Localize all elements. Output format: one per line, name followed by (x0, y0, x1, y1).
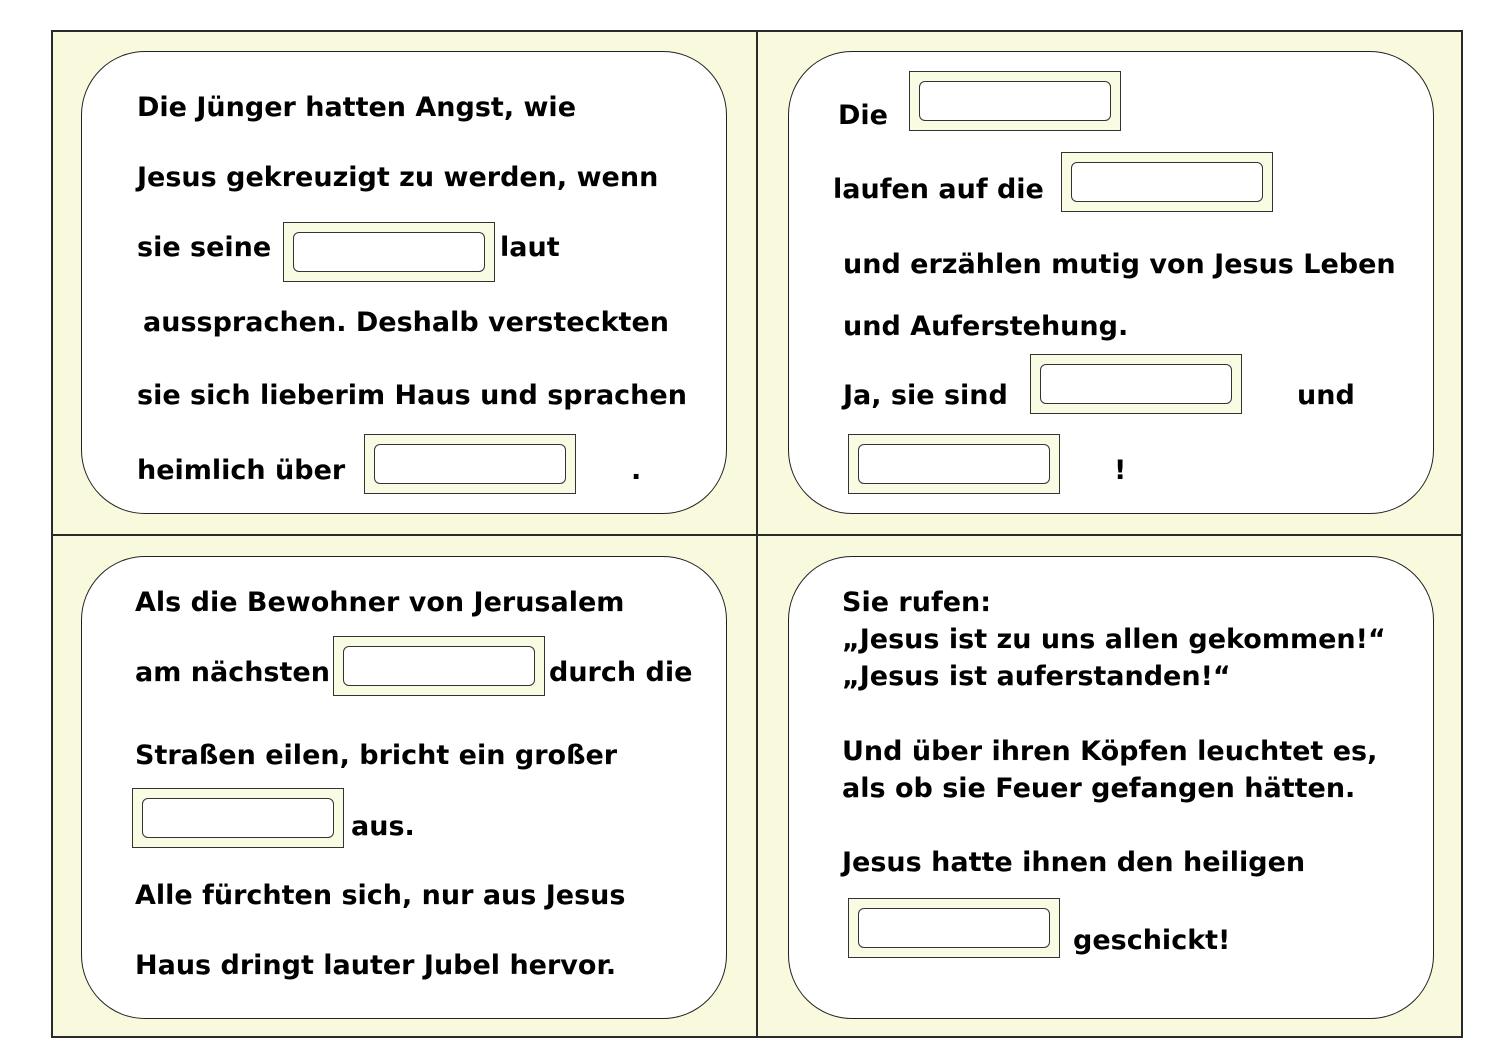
card2-blank-3[interactable] (1030, 354, 1242, 414)
card3-line1: Als die Bewohner von Jerusalem (135, 587, 625, 618)
card3-line6: Haus dringt lauter Jubel hervor. (135, 950, 617, 981)
card1-line6-before: heimlich über (137, 455, 346, 486)
card3-line3: Straßen eilen, bricht ein großer (135, 740, 618, 771)
card4-line7-after: geschickt! (1073, 925, 1231, 956)
card3-line5: Alle fürchten sich, nur aus Jesus (135, 880, 626, 911)
card3-line2-after: durch die (549, 657, 693, 688)
card1-blank-1[interactable] (283, 222, 495, 282)
card1-line3-before: sie seine (137, 232, 272, 263)
card4-blank-1[interactable] (848, 898, 1060, 958)
card2-line1: Die (838, 100, 888, 131)
card2-line5-before: Ja, sie sind (843, 380, 1008, 411)
card2-blank-2[interactable] (1061, 152, 1273, 212)
card3-line4-after: aus. (351, 811, 415, 842)
card3-blank-1[interactable] (333, 636, 545, 696)
card4-line1: Sie rufen: (842, 587, 992, 618)
card3-line2-before: am nächsten (135, 657, 330, 688)
card1-line4: aussprachen. Deshalb versteckten (143, 307, 669, 338)
card4-line4: Und über ihren Köpfen leuchtet es, (842, 736, 1378, 767)
card1-line6-after: . (631, 455, 642, 486)
card4-line5: als ob sie Feuer gefangen hätten. (842, 773, 1356, 804)
card2-blank-4[interactable] (848, 434, 1060, 494)
card2-line4: und Auferstehung. (843, 311, 1129, 342)
card2-line2: laufen auf die (833, 174, 1044, 205)
card1-line2: Jesus gekreuzigt zu werden, wenn (137, 162, 659, 193)
horizontal-divider (51, 534, 1463, 536)
card2-blank-1[interactable] (909, 71, 1121, 131)
card2-line3: und erzählen mutig von Jesus Leben (843, 249, 1396, 280)
card3-blank-2[interactable] (132, 788, 344, 848)
card2-line6-after: ! (1114, 455, 1127, 486)
card1-line1: Die Jünger hatten Angst, wie (137, 92, 577, 123)
card1-blank-2[interactable] (364, 434, 576, 494)
card1-line3-after: laut (500, 232, 560, 263)
card4-line6: Jesus hatte ihnen den heiligen (842, 847, 1306, 878)
card1-line5: sie sich lieberim Haus und sprachen (137, 380, 687, 411)
card2-line5-after: und (1297, 380, 1355, 411)
card4-line3: „Jesus ist auferstanden!“ (842, 661, 1231, 692)
card4-line2: „Jesus ist zu uns allen gekommen!“ (842, 624, 1386, 655)
